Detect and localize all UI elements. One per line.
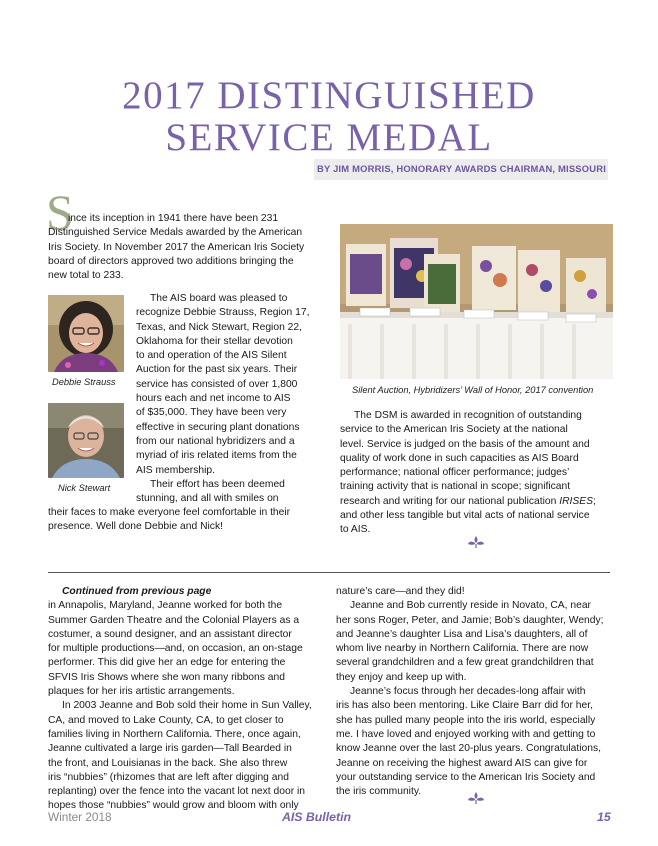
text-line: the iris community. [336,786,422,798]
iris-ornament-icon [468,535,484,547]
paragraph-board [136,292,318,506]
text-line: AIS membership. [136,464,215,476]
text-line: plaques for her iris artistic arrangements. [48,686,235,698]
text-line: to and operation of the AIS Silent [136,350,287,362]
text-line: her sons Roger, Peter, and Jamie; Bob’s daughter, Wendy; [336,614,604,626]
text-line: whom live nearby in Northern California. There are now [336,643,589,655]
drop-cap: S [46,184,74,240]
text-line: presence. Well done Debbie and Nick! [48,521,223,533]
text-line: iris “nubbies” (rhizomes that are left after digging and [48,771,289,783]
text-line: in Annapolis, Maryland, Jeanne worked for both the [48,600,283,612]
text-line: Jeanne and Bob currently reside in Novato, CA, near [350,600,591,612]
text-line: Jeanne cultivated a large iris garden—Tall Bearded in [48,743,292,755]
text-line: Jeanne’s focus through her decades-long affair with [350,686,586,698]
text-span: ; [593,495,596,507]
text-line: several grandchildren and a few great grandchildren that [336,657,594,669]
text-line: know Jeanne over the last 20-plus years. Congratulations, [336,743,602,755]
text-line: of $35,000. They have been very [136,407,287,419]
text-line: iris has also been mentoring. Like Claire Barr did for her, [336,700,593,712]
text-line: they enjoy and keep up with. [336,671,467,683]
text-line: she has pulled many people into the iris world, especially [336,714,596,726]
debbie-strauss-photo [48,295,124,372]
text-line: Summer Garden Theatre and the Colonial Players as a [48,614,300,626]
title-line-1: 2017 DISTINGUISHED [122,74,536,117]
text-line: your outstanding service to the American Iris Society and [336,771,596,783]
text-line: me. I have loved and enjoyed working with and getting to [336,728,596,740]
nick-stewart-photo [48,403,124,478]
text-line: In 2003 Jeanne and Bob sold their home in Sun Valley, [62,700,312,712]
text-line: CA, and moved to Lake County, CA, to get closer to [48,714,284,726]
caption-nick: Nick Stewart [58,483,111,493]
text-line: service to the American Iris Society at the national [340,424,568,436]
text-line: Auction for the past six years. Their [136,364,298,376]
text-line: from our national hybridizers and a [136,435,295,447]
section-divider [48,572,610,573]
text-line: hopes those “nubbies” would grow and bloom with only [48,800,299,812]
text-line: ince its inception in 1941 there have been 231 [68,213,279,224]
paragraph-dsm [340,409,612,538]
text-line: for multiple productions—and, on occasion, an on-stage [48,643,303,655]
text-line: effective in securing plant donations [136,421,300,433]
text-line: replanting) over the fence into the vacant lot next door in [48,786,306,798]
text-line: the front, and Louisianas in the back. She also threw [48,757,288,769]
title-line-2: SERVICE MEDAL [165,116,493,159]
text-line: families living in Northern California. There, once again, [48,728,301,740]
caption-debbie: Debbie Strauss [52,377,116,387]
silent-auction-photo [340,224,613,379]
text-line: performer. This did give her an edge for entering the [48,657,286,669]
text-line: Oklahoma for their stellar devotion [136,335,293,347]
continued-heading: Continued from previous page [62,586,212,597]
text-line: and Jeanne’s daughter Lisa and Lisa’s daughters, all of [336,628,588,640]
publication-name: IRISES [559,495,594,507]
text-line: recognize Debbie Strauss, Region 17, [136,307,310,319]
iris-ornament-icon [468,791,484,803]
text-line: new total to 233. [48,270,124,282]
footer-publication: AIS Bulletin [282,810,352,824]
paragraph-closing [48,506,318,535]
continued-left-column [48,585,320,814]
text-line: performance; national officer performance; judges’ [340,467,570,479]
text-line: nature’s care—and they did! [336,586,465,597]
continued-right-column [336,585,612,799]
text-line: their faces to make everyone feel comfortable in their [48,507,291,518]
text-line: The AIS board was pleased to [150,293,288,304]
footer-issue: Winter 2018 [48,810,112,824]
footer-page-number: 15 [597,810,611,824]
intro-paragraph [48,212,318,283]
text-line: myriad of iris related items from the [136,450,297,462]
text-line: level. Service is judged on the basis of the amount and [340,438,590,450]
text-line: to AIS. [340,524,371,536]
text-line: Their effort has been deemed [150,478,285,490]
text-line: The DSM is awarded in recognition of outstanding [354,410,582,421]
byline: BY JIM MORRIS, HONORARY AWARDS CHAIRMAN, MISSOURI [317,163,606,174]
text-line: service has consisted of over 1,800 [136,378,298,390]
text-line: hours each and net income to AIS [136,393,291,405]
caption-auction: Silent Auction, Hybridizers’ Wall of Honor, 2017 convention [352,385,594,395]
text-line: quality of work done in such capacities as AIS Board [340,452,579,464]
text-line [340,495,612,509]
text-line: Jeanne on receiving the highest award AIS can give for [336,757,588,769]
text-line: and other less tangible but vital acts of national service [340,510,590,522]
text-line: costumer, a sound designer, and an assistant director [48,628,292,640]
text-span: research and writing for our national publication [340,495,557,507]
text-line: board of directors approved two additions bringing the [48,255,294,267]
text-line: SFVIS Iris Shows where she won many ribbons and [48,671,285,683]
text-line: Iris Society. In November 2017 the American Iris Society [48,241,305,253]
text-line: Texas, and Nick Stewart, Region 22, [136,321,302,333]
text-line: training activity that is national in scope; significant [340,481,571,493]
text-line: stunning, and all with smiles on [136,493,279,505]
text-line: Distinguished Service Medals awarded by the American [48,227,303,239]
